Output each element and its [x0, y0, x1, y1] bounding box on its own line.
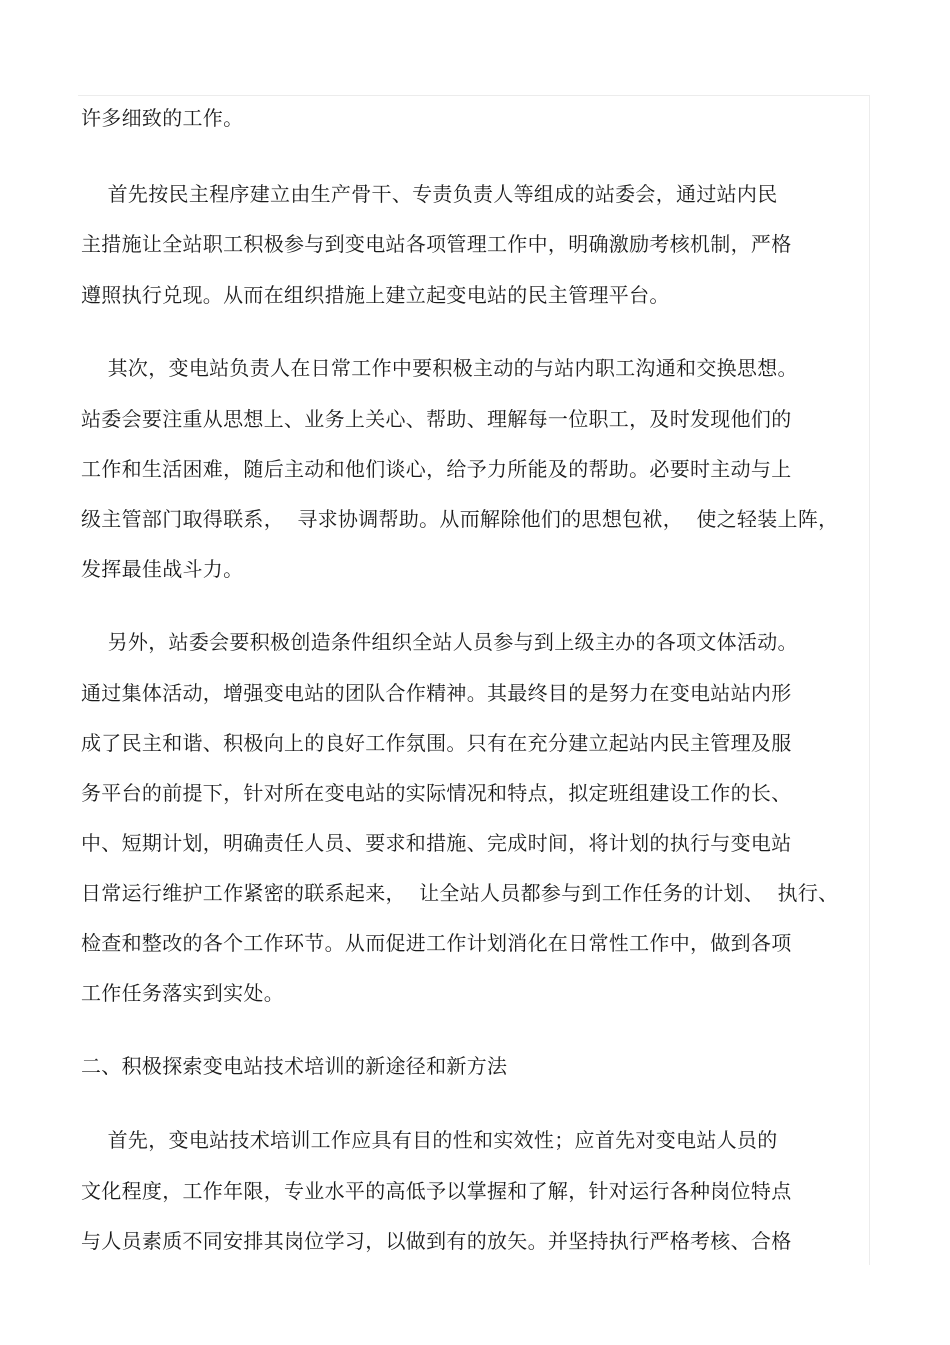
text-line: 级主管部门取得联系， 寻求协调帮助。从而解除他们的思想包袱， 使之轻装上阵，	[81, 507, 839, 531]
text-line: 发挥最佳战斗力。	[81, 557, 244, 581]
paragraph-first-line: 另外，站委会要积极创造条件组织全站人员参与到上级主办的各项文体活动。	[81, 630, 798, 654]
paragraph-first-line: 首先，变电站技术培训工作应具有目的性和实效性；应首先对变电站人员的	[81, 1128, 778, 1152]
text-line: 成了民主和谐、积极向上的良好工作氛围。只有在充分建立起站内民主管理及服	[81, 731, 792, 755]
text-line: 站委会要注重从思想上、业务上关心、帮助、理解每一位职工，及时发现他们的	[81, 407, 792, 431]
page-border-top	[78, 95, 870, 96]
text-line: 与人员素质不同安排其岗位学习，以做到有的放矢。并坚持执行严格考核、合格	[81, 1229, 792, 1253]
paragraph-first-line: 首先按民主程序建立由生产骨干、专责负责人等组成的站委会，通过站内民	[81, 182, 778, 206]
text-line: 中、短期计划，明确责任人员、要求和措施、完成时间，将计划的执行与变电站	[81, 831, 792, 855]
page-border-right	[869, 95, 870, 1265]
paragraph-first-line: 其次，变电站负责人在日常工作中要积极主动的与站内职工沟通和交换思想。	[81, 356, 798, 380]
text-line: 许多细致的工作。	[81, 106, 244, 130]
text-line: 遵照执行兑现。从而在组织措施上建立起变电站的民主管理平台。	[81, 283, 670, 307]
section-heading: 二、积极探索变电站技术培训的新途径和新方法	[81, 1054, 508, 1078]
text-line: 主措施让全站职工积极参与到变电站各项管理工作中，明确激励考核机制，严格	[81, 232, 792, 256]
text-line: 日常运行维护工作紧密的联系起来， 让全站人员都参与到工作任务的计划、 执行、	[81, 881, 839, 905]
text-line: 文化程度，工作年限，专业水平的高低予以掌握和了解，针对运行各种岗位特点	[81, 1179, 792, 1203]
text-line: 检查和整改的各个工作环节。从而促进工作计划消化在日常性工作中，做到各项	[81, 931, 792, 955]
text-line: 务平台的前提下，针对所在变电站的实际情况和特点，拟定班组建设工作的长、	[81, 781, 792, 805]
text-line: 工作任务落实到实处。	[81, 981, 284, 1005]
text-line: 工作和生活困难，随后主动和他们谈心，给予力所能及的帮助。必要时主动与上	[81, 457, 792, 481]
text-line: 通过集体活动，增强变电站的团队合作精神。其最终目的是努力在变电站站内形	[81, 681, 792, 705]
